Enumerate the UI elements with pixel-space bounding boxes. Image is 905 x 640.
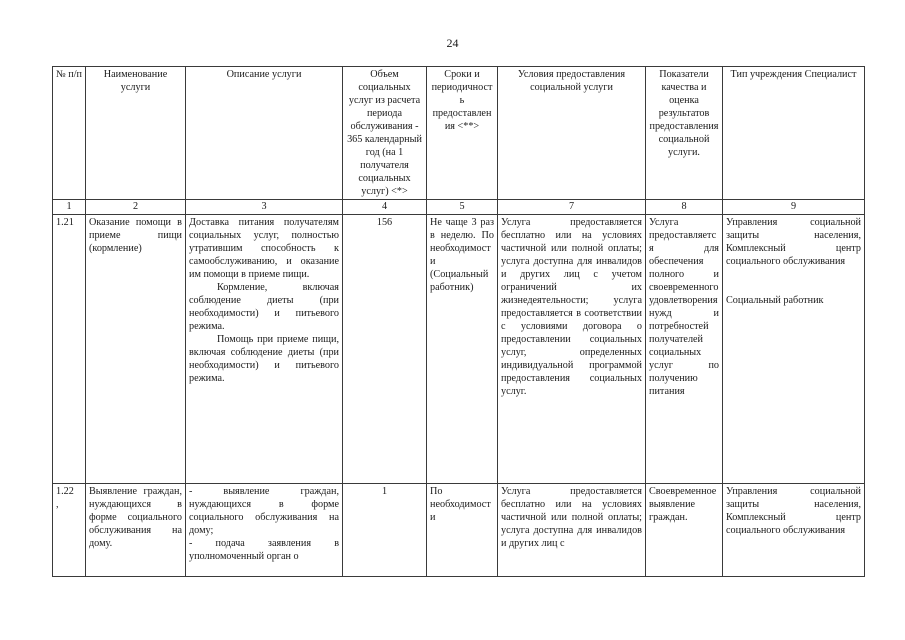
service-name: Выявление граждан, нуждающихся в форме социального обслуживания на дому. [86, 484, 186, 577]
service-institution [723, 215, 865, 484]
column-number: 8 [646, 200, 723, 215]
description-paragraph: Кормление, включая соблюдение диеты (при необходимости) и питьевого режима. [189, 282, 339, 332]
header-name: Наименование услуги [86, 67, 186, 200]
header-num: № п/п [53, 67, 86, 200]
service-volume: 156 [343, 215, 427, 484]
service-description [186, 484, 343, 577]
header-terms: Сроки и периодичность предоставления <**> [427, 67, 498, 200]
header-volume: Объем социальных услуг из расчета периода обслуживания - 365 календарный год (на 1 получателя социальных услуг) <*> [343, 67, 427, 200]
column-number: 9 [723, 200, 865, 215]
service-terms: Не чаще 3 раз в неделю. По необходимости (Социальный работник) [427, 215, 498, 484]
specialist: Социальный работник [726, 295, 824, 306]
service-name: Оказание помощи в приеме пищи (кормление) [86, 215, 186, 484]
service-conditions: Услуга предоставляется бесплатно или на условиях частичной или полной оплаты; услуга доступна для инвалидов и других лиц с [498, 484, 646, 577]
description-paragraph: - выявление граждан, нуждающихся в форме социального обслуживания на дому; [189, 486, 339, 536]
service-description [186, 215, 343, 484]
service-conditions: Услуга предоставляется бесплатно или на условиях частичной или полной оплаты; услуга доступна для инвалидов и других лиц с учетом ограничений их жизнедеятельности; услуга предоставляется в соответствии с условиями договора о предоставлении социальных услуг, определенных индивидуальной программой предоставления социальных услуг. [498, 215, 646, 484]
service-institution: Управления социальной защиты населения, Комплексный центр социального обслуживания [723, 484, 865, 577]
column-number: 3 [186, 200, 343, 215]
column-number: 2 [86, 200, 186, 215]
column-number: 7 [498, 200, 646, 215]
table-row [53, 215, 865, 484]
header-row [53, 67, 865, 200]
spacer [726, 268, 861, 294]
service-indicators: Своевременное выявление граждан. [646, 484, 723, 577]
column-number: 4 [343, 200, 427, 215]
column-number: 5 [427, 200, 498, 215]
description-paragraph: Доставка питания получателям социальных услуг, полностью утратившим способность к самообслуживанию, и оказание им помощи в приеме пищи. [189, 217, 339, 280]
description-paragraph: - подача заявления в уполномоченный орган о [189, 538, 339, 562]
institution-type: Управления социальной защиты населения, Комплексный центр социального обслуживания [726, 217, 861, 267]
header-conditions: Условия предоставления социальной услуги [498, 67, 646, 200]
row-number-value: 1.22 [56, 486, 74, 497]
service-volume: 1 [343, 484, 427, 577]
header-indicators: Показатели качества и оценка результатов предоставления социальной услуги. [646, 67, 723, 200]
row-number: 1.21 [53, 215, 86, 484]
service-indicators: Услуга предоставляется для обеспечения полного и своевременного удовлетворения нужд и потребностей получателей социальных услуг по получению питания [646, 215, 723, 484]
page-number: 24 [446, 36, 459, 50]
column-number: 1 [53, 200, 86, 215]
services-table [52, 66, 865, 577]
header-description: Описание услуги [186, 67, 343, 200]
column-numbers-row [53, 200, 865, 215]
row-number [53, 484, 86, 577]
header-institution: Тип учреждения Специалист [723, 67, 865, 200]
row-number-suffix: , [56, 499, 59, 510]
table-row [53, 484, 865, 577]
service-terms: По необходимости [427, 484, 498, 577]
description-paragraph: Помощь при приеме пищи, включая соблюдение диеты (при необходимости) и питьевого режима. [189, 334, 339, 384]
